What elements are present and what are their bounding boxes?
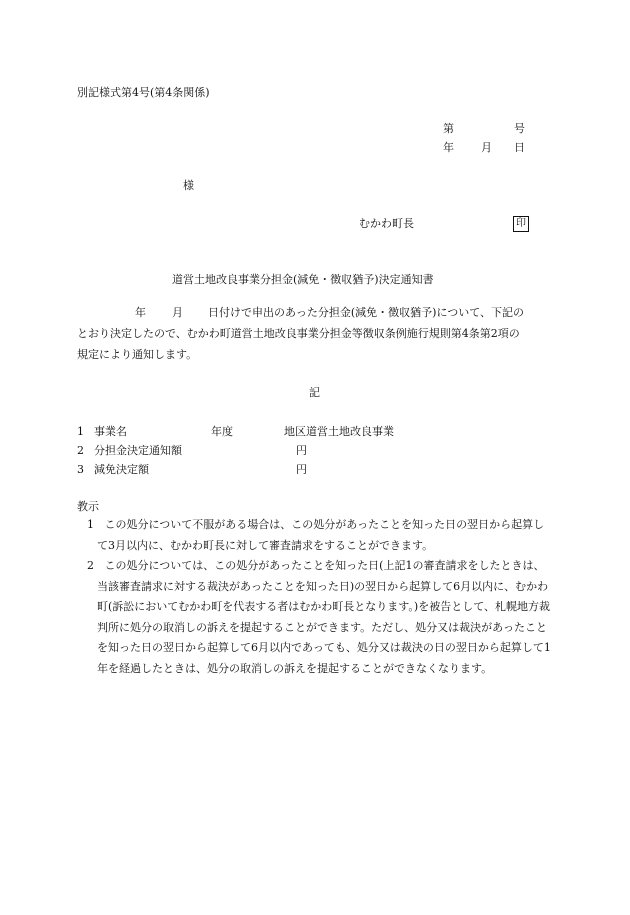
form-label: 別記様式第4号(第4条関係) <box>77 86 210 99</box>
list-item <box>77 463 555 477</box>
date-month: 月 <box>481 141 492 154</box>
instruction-text: この処分について不服がある場合は、この処分があったことを知った日の翌日から起算して3月以内に、むかわ町長に対して審査請求をすることができます。 <box>97 518 545 552</box>
list-item <box>77 444 555 458</box>
body-month: 月 <box>172 306 183 319</box>
body-line2: とおり決定したので、むかわ町道営土地改良事業分担金等徴収条例施行規則第4条第2項の <box>77 327 520 340</box>
item-number: 1 <box>77 425 84 438</box>
body-line1: 日付けで申出のあった分担金(減免・徴収猶予)について、下記の <box>208 306 525 319</box>
item-label: 減免決定額 <box>94 463 149 476</box>
item-value: 地区道営土地改良事業 <box>284 425 394 438</box>
date-year: 年 <box>443 141 454 154</box>
instruction-text: この処分については、この処分があったことを知った日(上記1の審査請求をしたときは、当該審査請求に対する裁決があったことを知った日)の翌日から起算して6月以内に、むかわ町(訴訟においてむかわ町を代表する者はむかわ町長となります。)を被告として、札幌地方裁判所に処分の取消しの訴えを提起することができます。ただし、処分又は裁決があったことを知った日の翌日から起算して6月以内であっても、処分又は裁決の日の翌日から起算して1年を経過したときは、処分の取消しの訴えを提起することができなくなります。 <box>97 559 551 675</box>
body-year: 年 <box>135 306 146 319</box>
ki-heading: 記 <box>309 386 320 399</box>
sender-name: むかわ町長 <box>359 217 414 230</box>
item-mid: 年度 <box>211 425 233 438</box>
doc-number-prefix: 第 <box>443 122 454 135</box>
instruction-heading: 教示 <box>77 500 99 513</box>
list-item <box>77 425 555 439</box>
instruction-item <box>77 515 555 556</box>
item-label: 事業名 <box>94 425 127 438</box>
doc-number-suffix: 号 <box>514 122 525 135</box>
instruction-list <box>77 515 555 679</box>
item-label: 分担金決定通知額 <box>94 444 182 457</box>
date-day: 日 <box>514 141 525 154</box>
seal-mark: 印 <box>513 216 529 232</box>
item-number: 3 <box>77 463 84 476</box>
item-number: 2 <box>77 444 84 457</box>
instruction-number: 2 <box>87 559 94 572</box>
item-value: 円 <box>296 463 307 476</box>
instruction-item <box>77 556 555 679</box>
body-line3: 規定により通知します。 <box>77 348 198 361</box>
instruction-number: 1 <box>87 518 94 531</box>
document-title: 道営土地改良事業分担金(減免・徴収猶予)決定通知書 <box>172 273 434 286</box>
item-value: 円 <box>296 444 307 457</box>
addressee-suffix: 様 <box>183 179 194 192</box>
